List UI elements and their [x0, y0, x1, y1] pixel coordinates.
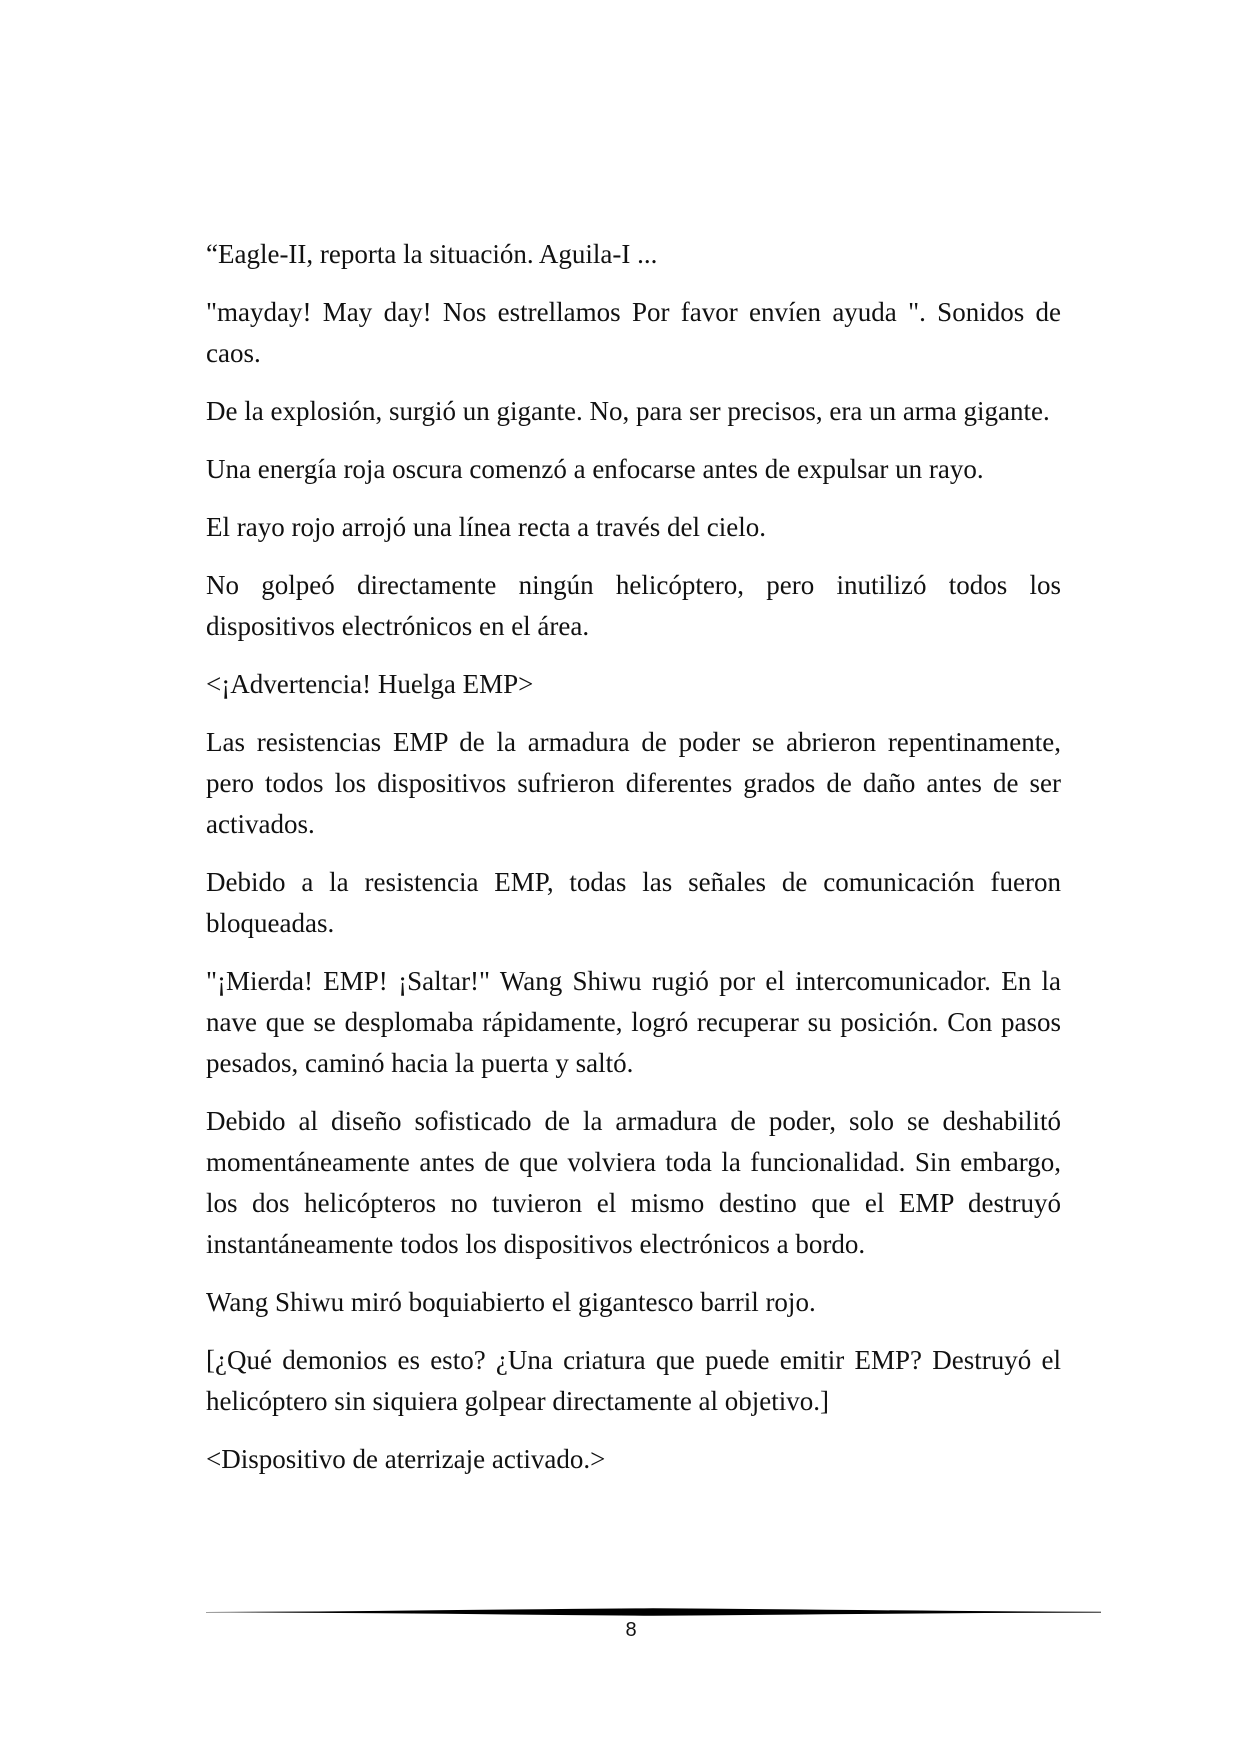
paragraph-14: <Dispositivo de aterrizaje activado.>	[206, 1444, 606, 1474]
paragraph-9: Debido a la resistencia EMP, todas las señales de comunicación fueron bloqueadas.	[206, 867, 1061, 938]
paragraph-4: Una energía roja oscura comenzó a enfocarse antes de expulsar un rayo.	[206, 454, 984, 484]
paragraph-5: El rayo rojo arrojó una línea recta a través del cielo.	[206, 512, 766, 542]
paragraph-2: "mayday! May day! Nos estrellamos Por favor envíen ayuda ". Sonidos de caos.	[206, 297, 1061, 368]
paragraph-13: [¿Qué demonios es esto? ¿Una criatura que puede emitir EMP? Destruyó el helicóptero sin siquiera golpear directamente al objetivo.]	[206, 1345, 1061, 1416]
paragraph-1: “Eagle-II, reporta la situación. Aguila-I ...	[206, 239, 658, 269]
footer-divider-swash	[206, 1608, 1101, 1616]
footer-divider	[206, 1606, 1101, 1618]
paragraph-6: No golpeó directamente ningún helicóptero, pero inutilizó todos los dispositivos electrónicos en el área.	[206, 570, 1061, 641]
paragraph-7: <¡Advertencia! Huelga EMP>	[206, 669, 534, 699]
paragraph-12: Wang Shiwu miró boquiabierto el gigantesco barril rojo.	[206, 1287, 816, 1317]
paragraph-10: "¡Mierda! EMP! ¡Saltar!" Wang Shiwu rugió por el intercomunicador. En la nave que se desplomaba rápidamente, logró recuperar su posición. Con pasos pesados, caminó hacia la puerta y saltó.	[206, 966, 1061, 1078]
paragraph-3: De la explosión, surgió un gigante. No, para ser precisos, era un arma gigante.	[206, 396, 1050, 426]
page-number: 8	[625, 1619, 637, 1641]
body-text	[206, 234, 1061, 1480]
paragraph-8: Las resistencias EMP de la armadura de poder se abrieron repentinamente, pero todos los dispositivos sufrieron diferentes grados de daño antes de ser activados.	[206, 727, 1061, 839]
paragraph-11: Debido al diseño sofisticado de la armadura de poder, solo se deshabilitó momentáneamente antes de que volviera toda la funcionalidad. Sin embargo, los dos helicópteros no tuvieron el mismo destino que el EMP destruyó instantáneamente todos los dispositivos electrónicos a bordo.	[206, 1106, 1061, 1259]
